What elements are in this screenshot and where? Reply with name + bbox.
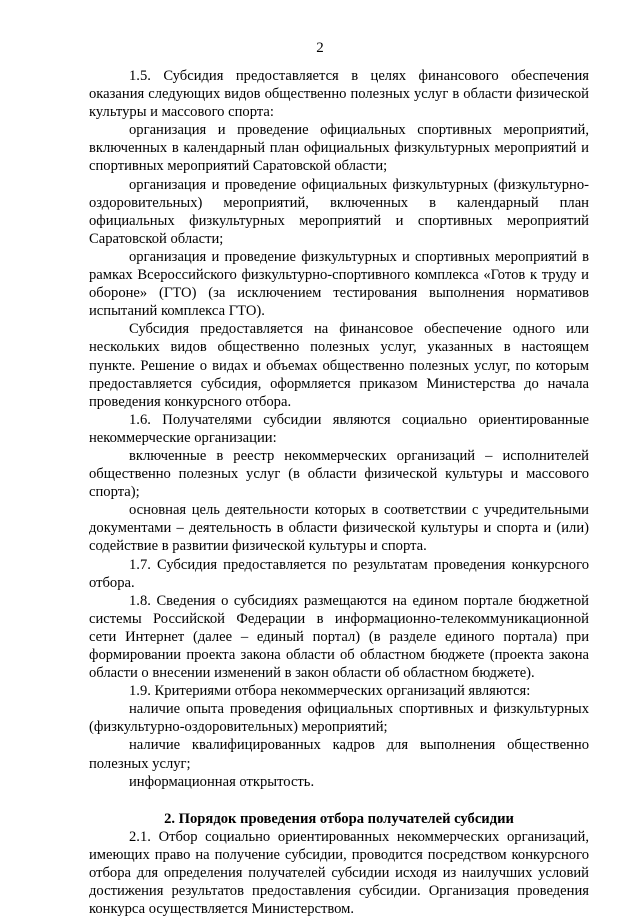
paragraph-2-1: 2.1. Отбор социально ориентированных некоммерческих организаций, имеющих право на получение субсидии, проводится посредством конкурсного отбора для определения получателей субсидии исходя из наилучших условий достижения результатов предоставления субсидии. Организация проведения конкурса осуществляется Министерством. (89, 828, 589, 918)
paragraph-1-6: 1.6. Получателями субсидии являются социально ориентированные некоммерческие организации: (89, 411, 589, 446)
paragraph-gto-events: организация и проведение физкультурных и спортивных мероприятий в рамках Всероссийского физкультурно-спортивного комплекса «Готов к труду и обороне» (ГТО) (за исключением тестирования выполнения нормативов испытаний комплекса ГТО). (89, 248, 589, 320)
paragraph-main-goal: основная цель деятельности которых в соответствии с учредительными документами – деятельность в области физической культуры и спорта и (или) содействие в развитии физической культуры и спорта. (89, 502, 589, 555)
paragraph-registry: включенные в реестр некоммерческих организаций – исполнителей общественно полезных услуг (в области физической культуры и массового спорта); (89, 447, 589, 501)
paragraph-openness: информационная открытость. (129, 773, 315, 790)
paragraph-fitness-events: организация и проведение официальных физкультурных (физкультурно-оздоровительных) мероприятий, включенных в календарный план официальных физкультурных мероприятий и спортивных мероприятий Саратовской области; (89, 176, 589, 247)
paragraph-1-8: 1.8. Сведения о субсидиях размещаются на едином портале бюджетной системы Российской Федерации в информационно-телекоммуникационной сети Интернет (далее – единый портал) (в разделе единого портала) при формировании проекта закона области об областном бюджете (проекта закона области о внесении изменений в закон области об областном бюджете). (89, 592, 589, 682)
page-number: 2 (316, 40, 324, 56)
paragraph-subsidy-scope: Субсидия предоставляется на финансовое обеспечение одного или нескольких видов общественно полезных услуг, указанных в настоящем пункте. Решение о видах и объемах общественно полезных услуг, по которым предоставляется субсидия, оформляется приказом Министерства до начала проведения конкурсного отбора. (89, 321, 589, 410)
paragraph-staff: наличие квалифицированных кадров для выполнения общественно полезных услуг; (89, 737, 589, 772)
paragraph-sports-events: организация и проведение официальных спортивных мероприятий, включенных в календарный план официальных физкультурных мероприятий и спортивных мероприятий Саратовской области; (89, 122, 589, 175)
paragraph-1-5: 1.5. Субсидия предоставляется в целях финансового обеспечения оказания следующих видов общественно полезных услуг в области физической культуры и массового спорта: (89, 68, 589, 121)
paragraph-experience: наличие опыта проведения официальных спортивных и физкультурных (физкультурно-оздоровительных) мероприятий; (89, 701, 589, 736)
paragraph-1-7: 1.7. Субсидия предоставляется по результатам проведения конкурсного отбора. (89, 556, 589, 591)
paragraph-1-9: 1.9. Критериями отбора некоммерческих организаций являются: (129, 683, 531, 700)
section-heading: 2. Порядок проведения отбора получателей субсидии (164, 810, 514, 827)
document-body (89, 67, 589, 918)
